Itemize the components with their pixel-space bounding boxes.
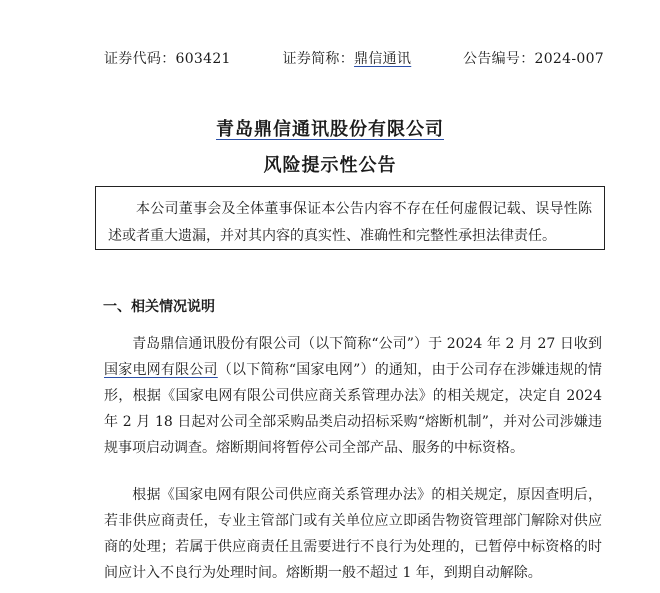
stock-code: 证券代码：603421 xyxy=(104,51,231,67)
disclaimer-box: 本公司董事会及全体董事保证本公告内容不存在任何虚假记载、误导性陈述或者重大遗漏，并对其内容的真实性、准确性和完整性承担法律责任。 xyxy=(95,186,605,250)
company-name-link[interactable]: 青岛鼎信通讯股份有限公司 xyxy=(216,119,444,140)
paragraph-1-intro: 青岛鼎信通讯股份有限公司（以下简称“公司”）于 2024 年 2 月 27 日收到 xyxy=(132,336,602,352)
section-heading: 一、相关情况说明 xyxy=(103,299,215,315)
paragraph-1 xyxy=(104,331,602,461)
stock-short-name-line xyxy=(283,48,412,68)
announcement-title: 风险提示性公告 xyxy=(263,155,397,176)
stock-short-name-link[interactable]: 鼎信通讯 xyxy=(354,51,412,67)
paragraph-2-text: 根据《国家电网有限公司供应商关系管理办法》的相关规定，原因查明后，若非供应商责任，专业主管部门或有关单位应立即函告物资管理部门解除对供应商的处理；若属于供应商责任且需要进行不良行为处理的，已暂停中标资格的时间应计入不良行为处理时间。熔断期一般不超过 1 年，到期自动解除。 xyxy=(104,487,602,581)
announcement-header xyxy=(104,48,604,68)
state-grid-link[interactable]: 国家电网有限公司 xyxy=(104,362,218,378)
company-title xyxy=(0,115,660,141)
paragraph-1-body: （以下简称“国家电网”）的通知，由于公司存在涉嫌违规的情形，根据《国家电网有限公司供应商关系管理办法》的相关规定，决定自 2024 年 2 月 18 日起对公司全部采购品类启动招标采购“熔断机制”，并对公司涉嫌违规事项启动调查。熔断期间将暂停公司全部产品、服务的中标资格。 xyxy=(104,362,602,456)
stock-short-label: 证券简称： xyxy=(282,51,355,67)
paragraph-2 xyxy=(104,482,602,586)
announcement-number: 公告编号：2024-007 xyxy=(463,51,604,67)
